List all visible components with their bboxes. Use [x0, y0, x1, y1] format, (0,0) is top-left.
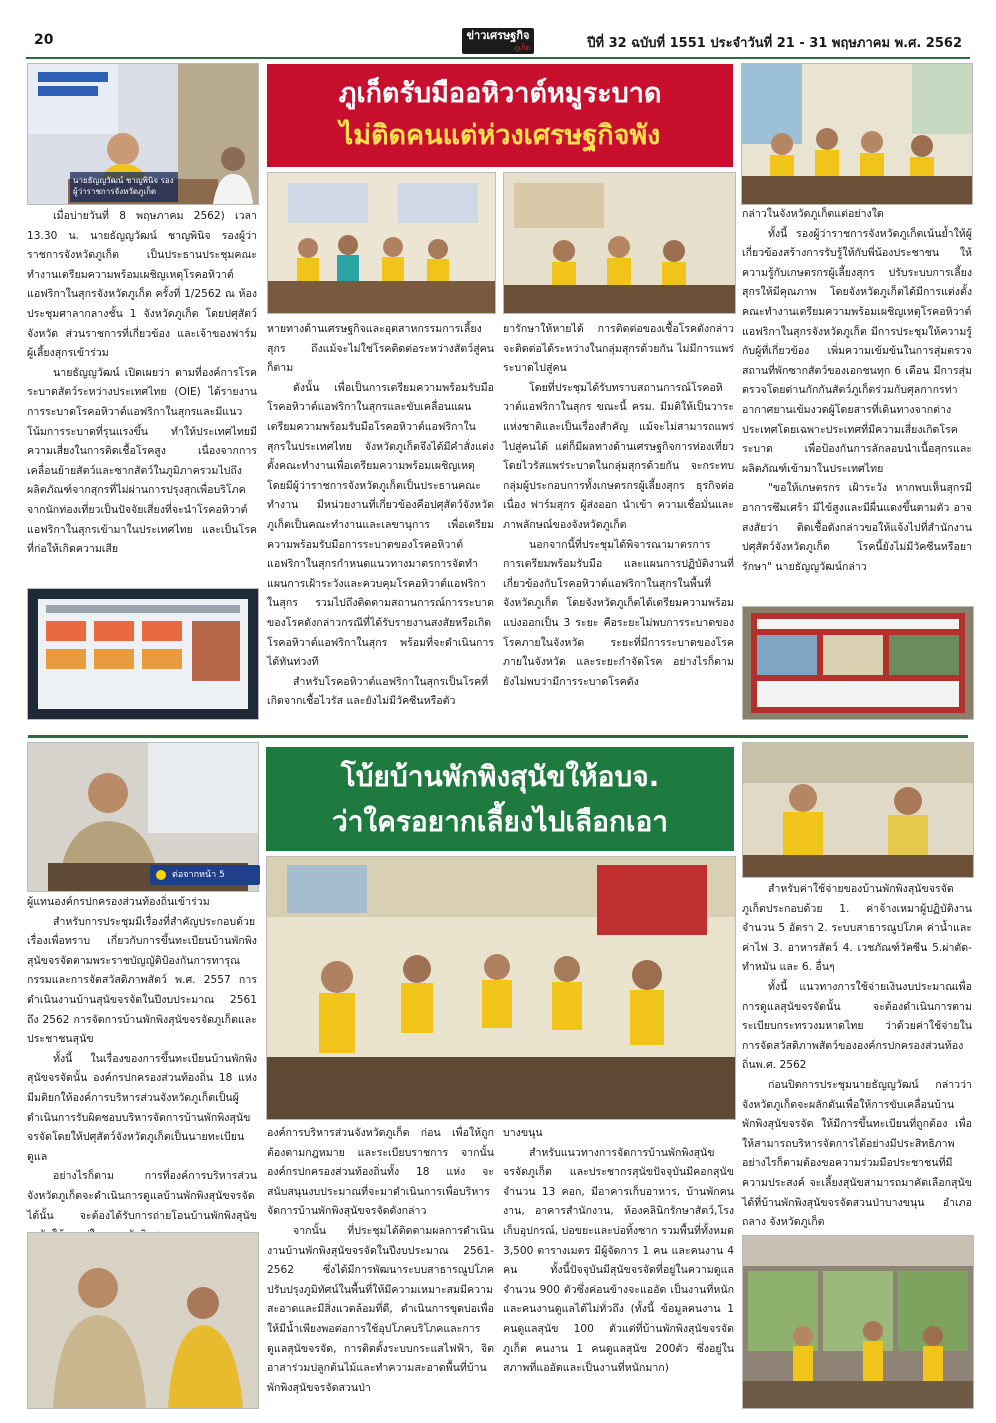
story1-headline-line1: ภูเก็ตรับมืออหิวาต์หมูระบาด: [338, 78, 662, 109]
masthead-logo: [462, 28, 534, 54]
story2-headline-line2: ว่าใครอยากเลี้ยงไปเลือกเอา: [331, 805, 669, 838]
photo-two-men: [742, 742, 974, 878]
paragraph: ผู้แทนองค์กรปกครองส่วนท้องถิ่นเข้าร่วม: [27, 896, 210, 908]
story2-column-2: [267, 1124, 494, 1411]
paragraph: บางขนุน: [503, 1127, 543, 1139]
story2-column-4: [742, 880, 972, 1230]
photo-main-meeting: [266, 856, 736, 1120]
photo-two-men-image: [743, 743, 973, 877]
photo-meeting-table: [503, 172, 736, 314]
paragraph: ทั้งนี้ แนวทางการใช้จ่ายเงินงบประมาณเพื่อการดูแลสุนัขจรจัดนั้น จะต้องดำเนินการตามระเบียบกระทรวงมหาดไทย ว่าด้วยค่าใช้จ่ายในการจัดสวัสดิภาพสัตว์ขององค์กรปกครองส่วนท้องถิ่นพ.ศ. 2562: [742, 980, 972, 1072]
masthead-title: ข่าวเศรษฐกิจ: [466, 29, 530, 42]
header-rule: [26, 57, 970, 59]
issue-info: ปีที่ 32 ฉบับที่ 1551 ประจำวันที่ 21 - 31 พฤษภาคม พ.ศ. 2562: [587, 36, 962, 51]
paragraph: ดังนั้น เพื่อเป็นการเตรียมความพร้อมรับมือโรคอหิวาต์แอฟริกาในสุกรและขับเคลื่อนแผนเตรียมความพร้อมรับมือโรคอหิวาต์แอฟริกาในสุกรในประเทศไทย จังหวัดภูเก็ตจึงได้มีคำสั่งแต่งตั้งคณะทำงานเพื่อเตรียมความพร้อมเผชิญเหตุ โดยมีผู้ว่าราชการจังหวัดภูเก็ตเป็นประธานคณะทำงาน มีหน่วยงานที่เกี่ยวข้องคือปศุสัตว์จังหวัดภูเก็ตเป็นคณะทำงานและเลขานุการ เพื่อเตรียมความพร้อมรับมือการระบาดของโรคอหิวาต์แอฟริกาในสุกรกำหนดแนวทางมาตรการจัดทำแผนการเฝ้าระวังและควบคุมโรคอหิวาต์แอฟริกาในสุกร รวมไปถึงติดตามสถานการณ์การระบาดของโรคดังกล่าวกรณีที่ได้รับรายงานสงสัยหรือเกิดโรคอหิวาต์แอฟริกาในสุกร พร้อมที่จะดำเนินการได้ทันท่วงที: [267, 381, 494, 669]
photo-volunteers-planting-image: [743, 1236, 973, 1408]
story1-column-4: [742, 205, 972, 605]
paragraph: ยารักษาให้หายได้ การติดต่อของเชื้อโรคดังกล่าวจะติดต่อได้ระหว่างในกลุ่มสุกรด้วยกัน ไม่มีการแพร่ระบาดไปสู่คน: [503, 323, 734, 375]
paragraph: อย่างไรก็ตาม การที่องค์การบริหารส่วนจังหวัดภูเก็ตจะดำเนินการดูแลบ้านพักพิงสุนัขจรจัดได้นั้น จะต้องได้รับการถ่ายโอนบ้านพักพิงสุนัข: [27, 1170, 257, 1222]
paragraph: สำหรับค่าใช้จ่ายของบ้านพักพิงสุนัขจรจัดภูเก็ตประกอบด้วย 1. ค่าจ้างเหมาผู้ปฏิบัติงานจำนวน 5 อัตรา 2. ระบบสาธารณูปโภค ค่าน้ำและค่าไฟ 3. อาหารสัตว์ 4. เวชภัณฑ์วัคซีน 5.ผ่าตัด-ทำหมัน และ 6. อื่นๆ: [742, 883, 972, 974]
page-number: 20: [34, 32, 54, 48]
photo-volunteers-planting: [742, 1235, 974, 1409]
paragraph: เมื่อบ่ายวันที่ 8 พฤษภาคม 2562) เวลา 13.30 น. นายธัญญวัฒน์ ชาญพินิจ รองผู้ว่าราชการจังหวัดภูเก็ต เป็นประธานประชุมคณะทำงานเตรียมความพร้อมเผชิญเหตุโรคอหิวาต์แอฟริกาในสุกรจังหวัดภูเก็ต ครั้งที่ 1/2562 ณ ห้องประชุมศาลากลางชั้น 1 จังหวัดภูเก็ต โดยปศุสัตว์จังหวัด ส่วนราชการที่เกี่ยวข้อง และเจ้าของฟาร์ม ผู้เลี้ยงสุกรเข้าร่วม: [27, 210, 257, 360]
paragraph: จากนั้น ที่ประชุมได้ติดตามผลการดำเนินงานบ้านพักพิงสุนัขจรจัดในปีงบประมาณ 2561-2562 ซึ่งได้มีการพัฒนาระบบสาธารณูปโภค ปรับปรุงภูมิทัศน์ในพื้นที่ให้มีความเหมาะสมมีความสะอาดและมีสิ่งแวดล้อมที่ดี, ดำเนินการขุดบ่อเพื่อให้มีน้ำเพียงพอต่อการใช้อุปโภคบริโภคและการดูแลสุนัขจรจัด, การติดตั้งระบบกระแสไฟฟ้า, จิตอาสาร่วมปลูกต้นไม้และทำความสะอาดพื้นที่บ้านพักพิงสุนัขจรจัดสวนป่า: [267, 1224, 494, 1394]
continued-label: ต่อจากหน้า 5: [172, 870, 225, 880]
section-separator: [28, 735, 968, 738]
photo-caption: นายธัญญวัฒน์ ชาญพินิจ รองผู้ว่าราชการจังหวัดภูเก็ต: [70, 172, 178, 202]
photo-meeting-left-image: [268, 173, 495, 313]
paragraph: โดยที่ประชุมได้รับทราบสถานการณ์โรคอหิวาต์แอฟริกาในสุกร ขณะนี้ ครม. มีมติให้เป็นวาระแห่งชาติและเป็นเรื่องสำคัญ แม้จะไม่สามารถแพร่ไปสู่คนได้ แต่ก็มีผลทางด้านเศรษฐกิจการท่องเที่ยว โดยไวรัสแพร่ระบาดในกลุ่มสุกรด้วยกัน จะกระทบกลุ่มผู้ประกอบการทั้งเกษตรกรผู้เลี้ยงสุกร ธุรกิจต่อเนื่อง ฟาร์มสุกร ผู้ส่งออก นำเข้า ความเชื่อมั่นและภาพลักษณ์ของจังหวัดภูเก็ต: [503, 381, 734, 531]
photo-official-seated-image: [28, 1233, 258, 1408]
paragraph: นายธัญญวัฒน์ เปิดเผยว่า ตามที่องค์การโรคระบาดสัตว์ระหว่างประเทศไทย (OIE) ได้รายงานการระบาดโรคอหิวาต์แอฟริกาในสุกรและมีแนวโน้มการระบาดที่รุนแรงขึ้น ทำให้ประเทศไทยมีความเสี่ยงในการติดเชื้อโรคสูง เนื่องจากการเคลื่อนย้ายสัตว์และซากสัตว์ในภูมิภาครวมไปถึงผลิตภัณฑ์จากสุกรที่ไม่ผ่านการปรุงสุกเพื่อบริโภคจากนักท่องเที่ยวเป็นปัจจัยเสี่ยงที่จะนำโรคอหิวาต์แอฟริกาในสุกรเข้ามาในประเทศไทย และเป็นโรคที่ก่อให้เกิดความเสีย: [27, 366, 257, 556]
story2-headline-line1: โบ้ยบ้านพักพิงสุนัขให้อบจ.: [340, 760, 660, 793]
photo-slide-presentation: [27, 588, 259, 720]
paragraph: หายทางด้านเศรษฐกิจและอุตสาหกรรมการเลี้ยงสุกร ถึงแม้จะไม่ใช่โรคติดต่อระหว่างสัตว์สู่คนก็ตาม: [267, 323, 494, 375]
photo-screen-display: [742, 606, 974, 720]
story1-column-3: [503, 320, 734, 720]
paragraph: ทั้งนี้ รองผู้ว่าราชการจังหวัดภูเก็ตเน้นย้ำให้ผู้เกี่ยวข้องสร้างการรับรู้ให้กับพี่น้องประชาชน ให้ความรู้กับเกษตรกรผู้เลี้ยงสุกร ปรับระบบการเลี้ยงสุกรให้มีคุณภาพ โดยจังหวัดภูเก็ตได้มีการแต่งตั้งคณะทำงานเตรียมความพร้อมเผชิญเหตุโรคอหิวาต์แอฟริกาในสุกรจังหวัดภูเก็ต มีการประชุมให้ความรู้กับผู้ที่เกี่ยวข้อง เพิ่มความเข้มข้นในการสุ่มตรวจสถานที่พักซากสัตว์ของเอกชนทุก 6 เดือน มีการสุ่มตรวจโดยด่านกักกันสัตว์ภูเก็ตร่วมกับศุลกากรท่าอากาศยานเข้มงวดผู้โดยสารที่เดินทางจากต่างประเทศโดยเฉพาะประเทศที่มีความเสี่ยงเกิดโรคระบาด เพื่อป้องกันการลักลอบนำเนื้อสุกรและผลิตภัณฑ์เข้ามาในประเทศไทย: [742, 227, 972, 475]
photo-main-meeting-image: [267, 857, 735, 1119]
photo-meeting-left: [267, 172, 496, 314]
paragraph: กล่าวในจังหวัดภูเก็ตแต่อย่างใด: [742, 208, 884, 220]
story1-column-2: [267, 320, 494, 720]
story2-column-3: [503, 1124, 734, 1411]
paragraph: สำหรับการประชุมมีเรื่องที่สำคัญประกอบด้วย เรื่องเพื่อทราบ เกี่ยวกับการขึ้นทะเบียนบ้านพักพิงสุนัขจรจัดตามพระราชบัญญัติป้องกันการทารุณกรรมและการจัดสวัสดิภาพสัตว์ พ.ศ. 2557 การดำเนินงานบ้านสุนัขจรจัดในปีงบประมาณ 2561 ถึง 2562 การจัดการบ้านพักพิงสุนัขจรจัดภูเก็ตและประชาชนสุนัข: [27, 915, 257, 1046]
photo-official-seated: [27, 1232, 259, 1409]
paragraph: นอกจากนี้ที่ประชุมได้พิจารณามาตรการการเตรียมพร้อมรับมือ และแผนการปฏิบัติงานที่เกี่ยวข้องกับโรคอหิวาต์แอฟริกาในสุกรในพื้นที่จังหวัดภูเก็ต โดยจังหวัดภูเก็ตได้เตรียมความพร้อมแบ่งออกเป็น 3 ระยะ คือระยะไม่พบการระบาดของโรคภายในจังหวัด ระยะที่มีการระบาดของโรคภายในจังหวัด และระยะกำจัดโรค อย่างไรก็ตาม ยังไม่พบว่ามีการระบาดโรคดัง: [503, 538, 734, 688]
masthead-subtitle: ภูเก็ต: [514, 44, 530, 52]
continued-from-badge: [150, 865, 260, 885]
paragraph: สำหรับโรคอหิวาต์แอฟริกาในสุกรเป็นโรคที่เกิดจากเชื้อไวรัส และยังไม่มีวัคซีนหรือตัว: [267, 675, 489, 708]
photo-speaker: [27, 63, 259, 205]
story2-headline: [266, 747, 734, 851]
paragraph: สำหรับแนวทางการจัดการบ้านพักพิงสุนัขจรจัดภูเก็ต และประชากรสุนัขปัจจุบันมีคอกสุนัขจำนวน 13 คอก, มีอาคารเก็บอาหาร, บ้านพักคนงาน, อาคารสำนักงาน, ห้องคลินิกรักษาสัตว์,โรงเก็บอุปกรณ์, บ่อขยะและบ่อทิ้งซาก รวมพื้นที่ทั้งหมด 3,500 ตารางเมตร มีผู้จัดการ 1 คน และคนงาน 4 คน ทั้งนี้ปัจจุบันมีสุนัขจรจัดที่อยู่ในความดูแลจำนวน 900 ตัวซึ่งค่อนข้างจะแออัด เป็นงานที่หนัก และคนงานดูแลได้ไม่ทั่วถึง (ทั้งนี้ ข้อมูลคนงาน 1 คนดูแลสุนัข 100 ตัวแต่ที่บ้านพักพิงสุนัขจรจัดภูเก็ต คนงาน 1 คนดูแลสุนัข 200ตัว ซึ่งอยู่ในสภาพที่แออัดและเป็นงานที่หนักมาก): [503, 1146, 734, 1375]
paragraph: ทั้งนี้ ในเรื่องของการขึ้นทะเบียนบ้านพักพิงสุนัขจรจัดนั้น องค์กรปกครองส่วนท้องถิ่น 18 แห่ง มีมติยกให้องค์การบริหารส่วนจังหวัดภูเก็ตเป็นผู้ดำเนินการรับผิดชอบบริหารจัดการบ้านพักพิงสุนัขจรจัดโดยให้ปศุสัตว์จังหวัดภูเก็ตเป็นนายทะเบียนดูแล: [27, 1052, 257, 1163]
story1-column-1: [27, 207, 257, 585]
story1-headline: [267, 64, 733, 167]
paragraph: "ขอให้เกษตรกร เฝ้าระวัง หากพบเห็นสุกรมี อาการซึมเศร้า มีไข้สูงและมีผื่นแดงขึ้นตามตัว อาจสงสัยว่า ติดเชื้อดังกล่าวขอให้แจ้งไปที่สำนักงานปศุสัตว์จังหวัดภูเก็ต โรคนี้ยังไม่มีวัคซีนหรือยารักษา" นายธัญญวัฒน์กล่าว: [742, 482, 972, 573]
paragraph: ก่อนปิดการประชุมนายธัญญวัฒน์ กล่าวว่า จังหวัดภูเก็ตจะผลักดันเพื่อให้การขับเคลื่อนบ้านพักพิงสุนัขจรจัด ให้มีการขึ้นทะเบียนที่ถูกต้อง เพื่อให้สามารถบริหารจัดการได้อย่างมีประสิทธิภาพ อย่างไรก็ตามต้องขอความร่วมมือประชาชนที่มีความประสงค์ จะเลี้ยงสุนัขสามารถมาคัดเลือกสุนัขได้ที่บ้านพักพิงสุนัขจรจัดสวนป่าบางขนุน อำเภอถลาง จังหวัดภูเก็ต: [742, 1078, 972, 1229]
photo-meeting-table-image: [504, 173, 735, 313]
photo-meeting-right: [741, 63, 973, 205]
photo-screen-display-image: [743, 607, 973, 719]
story1-headline-line2: ไม่ติดคนแต่ห่วงเศรษฐกิจพัง: [339, 120, 661, 151]
photo-meeting-right-image: [742, 64, 972, 204]
story2-column-1: [27, 893, 257, 1226]
photo-slide-presentation-image: [28, 589, 258, 719]
paragraph: องค์การบริหารส่วนจังหวัดภูเก็ต ก่อน เพื่อให้ถูกต้องตามกฎหมาย และระเบียบราชการ จากนั้นองค์กรปกครองส่วนท้องถิ่นทั้ง 18 แห่ง จะสนับสนุนงบประมาณที่จะมาดำเนินการเพื่อบริหารจัดการบ้านพักพิงสุนัขจรจัดดังกล่าว: [267, 1127, 494, 1218]
badge-dot-icon: [156, 870, 166, 880]
